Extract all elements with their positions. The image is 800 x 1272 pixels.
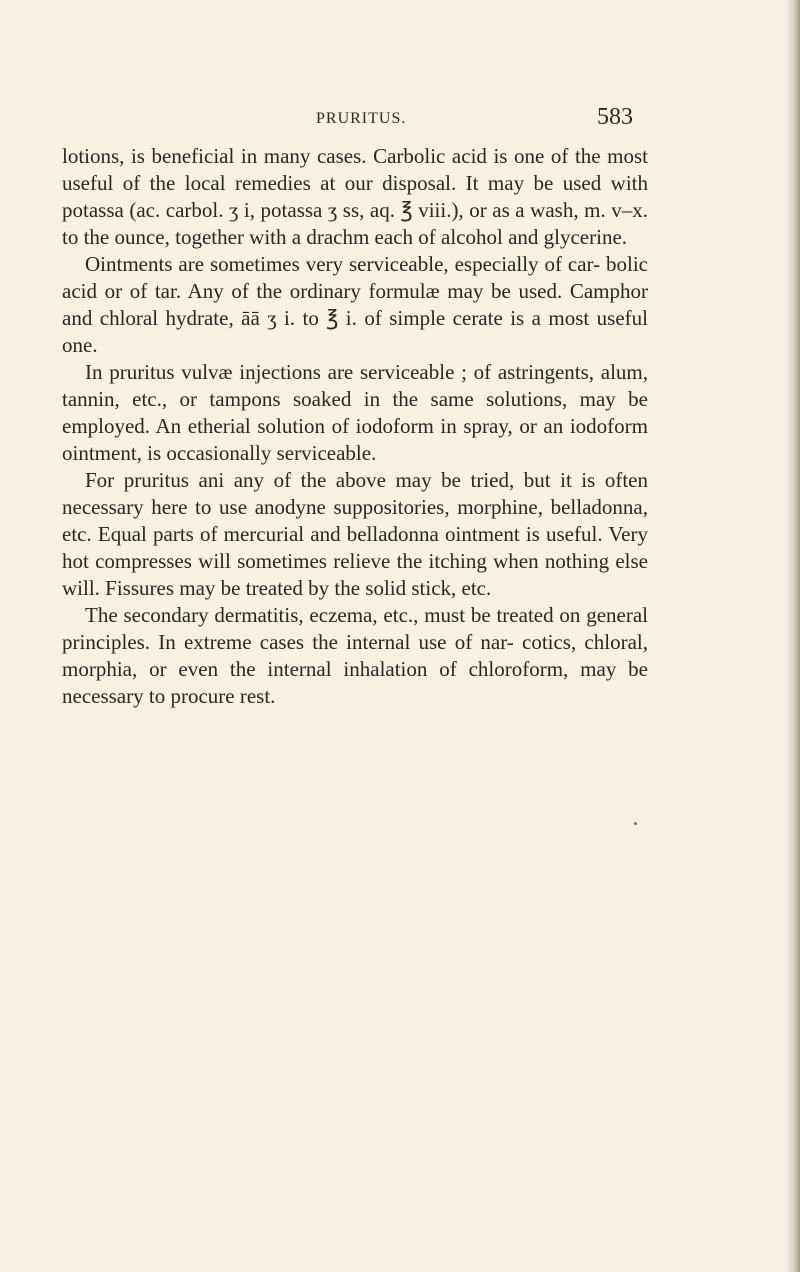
paragraph-ointments: Ointments are sometimes very serviceable, especially of car- bolic acid or of tar. Any of the ordinary formulæ may be used. Camphor and chloral hydrate, āā ʒ i. to ℥ i. of simple cerate is a most useful one.	[62, 252, 648, 357]
paragraph-secondary-dermatitis: The secondary dermatitis, eczema, etc., must be treated on general principles. In extreme cases the internal use of nar- cotics, chloral, morphia, or even the internal inhalation of chloroform, may be necessary to procure rest.	[62, 603, 648, 708]
paper-speck	[634, 822, 637, 825]
paragraph-lotions: lotions, is beneficial in many cases. Carbolic acid is one of the most useful of the local remedies at our disposal. It may be used with potassa (ac. carbol. ʒ i, potassa ʒ ss, aq. ℥ viii.), or as a wash, m. v–x. to the ounce, together with a drachm each of alcohol and glycerine.	[62, 144, 648, 249]
paragraph-pruritus-ani: For pruritus ani any of the above may be tried, but it is often necessary here to use anodyne suppositories, morphine, belladonna, etc. Equal parts of mercurial and belladonna ointment is useful. Very hot compresses will sometimes relieve the itching when nothing else will. Fissures may be treated by the solid stick, etc.	[62, 468, 648, 600]
paragraph-pruritus-vulvae: In pruritus vulvæ injections are serviceable ; of astringents, alum, tannin, etc., or tampons soaked in the same solutions, may be employed. An etherial solution of iodoform in spray, or an iodoform ointment, is occasionally serviceable.	[62, 360, 648, 465]
page-number: 583	[597, 104, 633, 130]
page-edge-shadow	[786, 0, 800, 1272]
body-text	[62, 143, 648, 710]
running-head: PRURITUS.	[316, 110, 407, 127]
